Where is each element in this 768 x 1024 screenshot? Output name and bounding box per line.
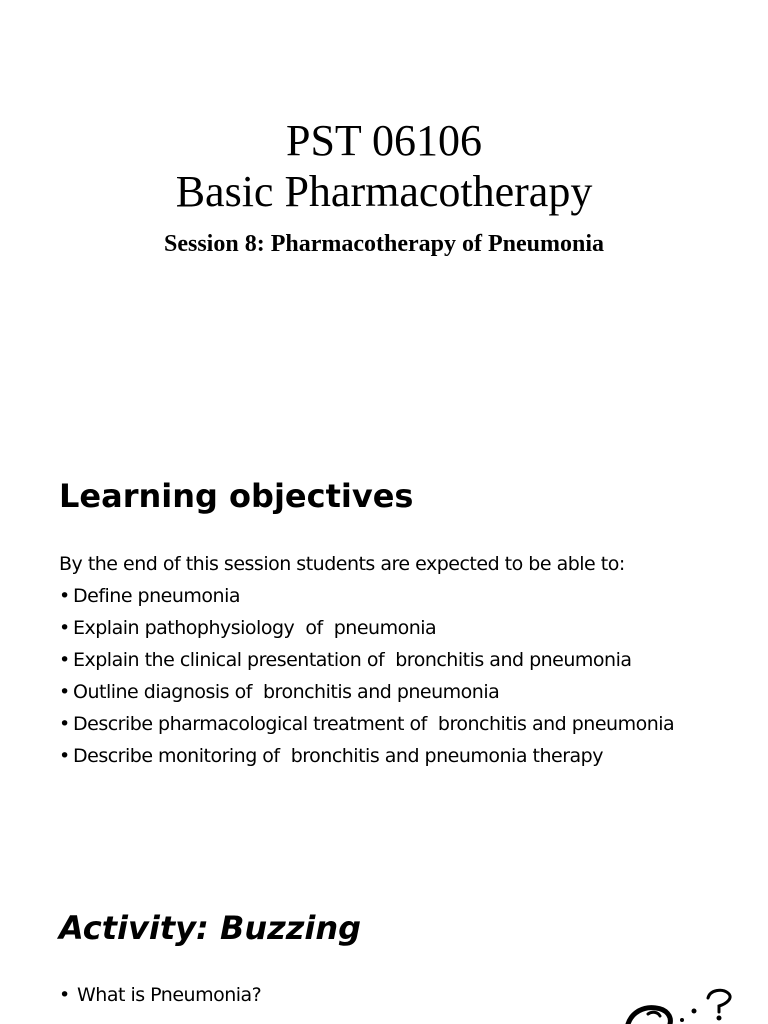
list-item [59,676,674,708]
bullet-icon: • [59,713,70,735]
objectives-list [59,580,674,772]
list-item [59,708,674,740]
bullet-icon: • [59,984,70,1006]
course-code: PST 06106 [285,116,483,165]
bullet-icon: • [59,681,70,703]
slide-heading: Activity: Buzzing [59,909,362,947]
title-slide [0,0,768,440]
activity-slide [0,860,768,1024]
objective-text: Outline diagnosis of bronchitis and pneumonia [73,681,500,703]
objective-text: Explain the clinical presentation of bronchitis and pneumonia [73,649,632,671]
list-item [59,740,674,772]
list-item [59,612,674,644]
objective-text: Describe monitoring of bronchitis and pneumonia therapy [73,745,603,767]
course-title: Basic Pharmacotherapy [175,167,593,216]
bullet-icon: • [59,585,70,607]
question-text: What is Pneumonia? [77,984,262,1006]
objective-text: Define pneumonia [73,585,240,607]
learning-objectives-slide [0,440,768,860]
objective-text: Describe pharmacological treatment of bronchitis and pneumonia [73,713,675,735]
thinking-person-icon [622,984,742,1024]
slide-heading: Learning objectives [59,477,414,515]
objectives-intro: By the end of this session students are expected to be able to: [59,553,625,575]
activity-list [59,980,261,1010]
session-title: Session 8: Pharmacotherapy of Pneumonia [164,231,604,257]
bullet-icon: • [59,649,70,671]
objective-text: Explain pathophysiology of pneumonia [73,617,437,639]
list-item [59,644,674,676]
bullet-icon: • [59,617,70,639]
list-item [59,980,261,1010]
bullet-icon: • [59,745,70,767]
list-item [59,580,674,612]
